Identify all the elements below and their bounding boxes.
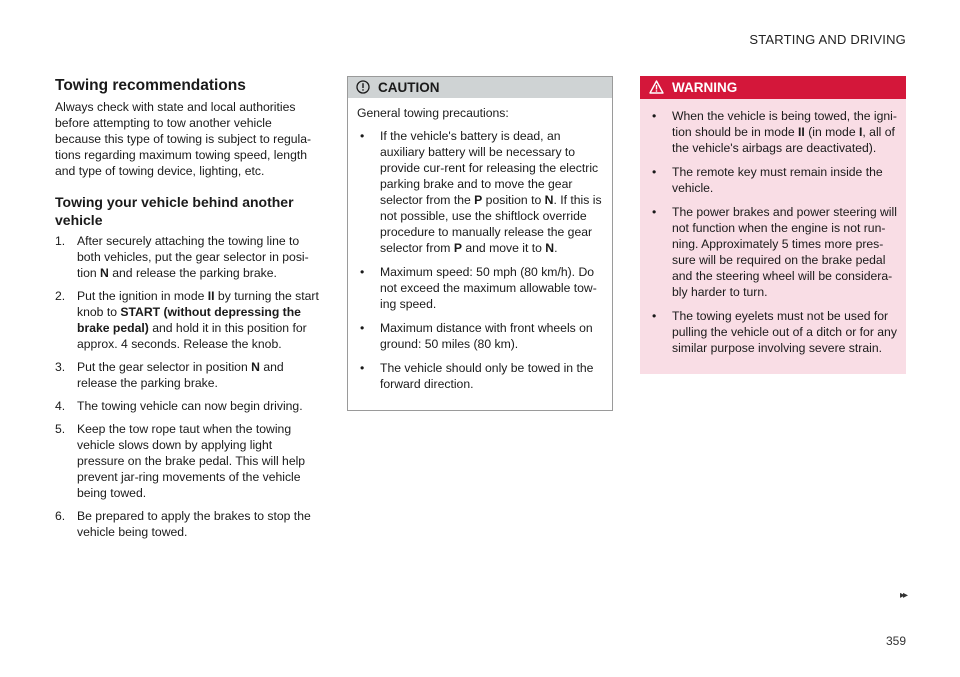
caution-header [348, 77, 612, 98]
warning-box [640, 76, 906, 374]
steps-list [55, 233, 321, 540]
caution-bullet: • The vehicle should only be towed in the forward direction. [360, 361, 594, 391]
caution-bullet: • Maximum speed: 50 mph (80 km/h). Do not exceed the maximum allowable tow-ing speed. [360, 265, 597, 311]
step-number: 1. [55, 234, 66, 248]
warning-bullet: • The power brakes and power steering will not function when the engine is not run-ning. Approximately 5 times more pres-sure will be required on the brake pedal and the steering wheel will be considera-bly harder to turn. [652, 205, 897, 299]
column-towing-recommendations [55, 76, 321, 547]
warning-header [640, 76, 906, 99]
step-number: 4. [55, 399, 66, 413]
warning-bullet: • When the vehicle is being towed, the igni-tion should be in mode II (in mode I, all of the vehicle's airbags are deactivated). [652, 109, 897, 155]
warning-bullet: • The remote key must remain inside the vehicle. [652, 165, 883, 195]
caution-body [348, 98, 612, 410]
step-item: 2. Put the ignition in mode II by turning the start knob to START (without depressing the brake pedal) and hold it in this position for approx. 4 seconds. Release the knob. [55, 289, 319, 351]
warning-bullet: • The towing eyelets must not be used for pulling the vehicle out of a ditch or for any similar purpose involving severe strain. [652, 309, 897, 355]
warning-list [649, 108, 897, 356]
exclamation-circle-icon [356, 80, 370, 96]
next-page-arrow-icon: ▸▸ [899, 590, 906, 601]
column-warning [640, 76, 906, 374]
column-caution [347, 76, 613, 411]
caution-list [357, 128, 603, 392]
step-number: 6. [55, 509, 66, 523]
caution-intro: General towing precautions: [357, 106, 509, 120]
warning-label: WARNING [672, 80, 738, 95]
warning-triangle-icon [649, 80, 664, 96]
step-number: 5. [55, 422, 66, 436]
step-item: 4. The towing vehicle can now begin driving. [55, 399, 303, 413]
step-item: 3. Put the gear selector in position N and release the parking brake. [55, 360, 284, 390]
caution-label: CAUTION [378, 80, 440, 95]
caution-box [347, 76, 613, 411]
page-number: 359 [885, 634, 906, 648]
section-subtitle: Towing your vehicle behind another vehicle [55, 194, 294, 228]
intro-paragraph: Always check with state and local authorities before attempting to tow another vehicle because this type of towing is subject to regula-tions regarding maximum towing speed, length and type of towing device, lighting, etc. [55, 100, 312, 178]
caution-bullet: • If the vehicle's battery is dead, an auxiliary battery will be necessary to provide cur-rent for releasing the electric parking brake and to move the gear selector from the P position to N. If this is not possible, use the shiftlock override procedure to manually release the gear selector from P and move it to N. [360, 129, 602, 255]
page-title: Towing recommendations [55, 77, 246, 94]
step-item: 6. Be prepared to apply the brakes to stop the vehicle being towed. [55, 509, 311, 539]
step-item: 5. Keep the tow rope taut when the towing vehicle slows down by applying light pressure on the brake pedal. This will help prevent jar-ring movements of the vehicle being towed. [55, 422, 306, 500]
step-item: 1. After securely attaching the towing line to both vehicles, put the gear selector in posi-tion N and release the parking brake. [55, 234, 309, 280]
step-number: 2. [55, 289, 66, 303]
caution-bullet: • Maximum distance with front wheels on ground: 50 miles (80 km). [360, 321, 593, 351]
step-number: 3. [55, 360, 66, 374]
section-header: STARTING AND DRIVING [749, 32, 906, 47]
warning-body [640, 99, 906, 374]
